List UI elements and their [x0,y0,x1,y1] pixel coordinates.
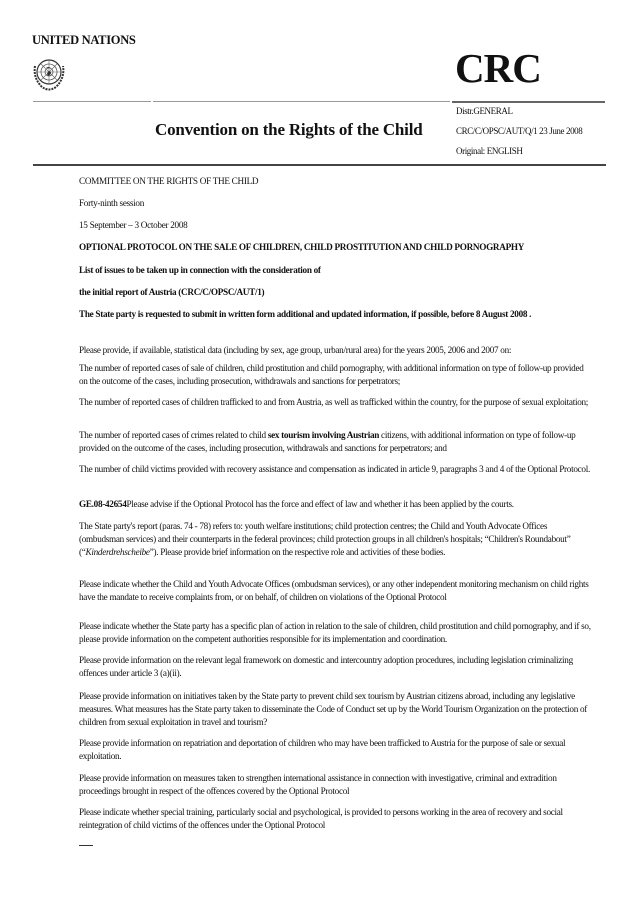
stats-intro: Please provide, if available, statistical data (including by sex, age group, urban/rural area) for the years 2005, 2006 and 2007 on: [79,345,512,355]
question-paragraph: Please indicate whether the State party has a specific plan of action in relation to the sale of children, child prostitution and child pornography, and if so, please provide information on the competent authorities responsible for its implementation and coordination. [79,621,591,644]
stat-paragraph: The number of child victims provided with recovery assistance and compensation as indicated in article 9, paragraphs 3 and 4 of the Optional Protocol. [79,464,590,474]
divider [452,101,605,103]
committee-name: COMMITTEE ON THE RIGHTS OF THE CHILD [79,176,259,186]
stat-paragraph: The number of reported cases of children trafficked to and from Austria, as well as trafficked within the country, for the purpose of sexual exploitation; [79,397,589,407]
document-symbol: CRC/C/OPSC/AUT/Q/1 23 June 2008 [456,126,583,136]
divider [33,101,151,102]
question-paragraph [79,498,594,511]
stat-paragraph [79,429,594,455]
request-paragraph: The State party is requested to submit in written form additional and updated information, if possible, before 8 August 2008 . [79,309,532,319]
list-heading-line1: List of issues to be taken up in connection with the consideration of [79,265,321,275]
question-paragraph: Please provide information on the relevant legal framework on domestic and intercountry adoption procedures, including legislation criminalizing offences under article 3 (a)(ii). [79,655,573,678]
text: Please advise if the Optional Protocol has the force and effect of law and whether it has been applied by the courts. [126,499,514,509]
distribution: Distr.GENERAL [456,106,513,116]
question-paragraph: Please indicate whether the Child and Youth Advocate Offices (ombudsman services), or any other independent monitoring mechanism on child rights have the mandate to receive complaints from, or on behalf, of children on violations of the Optional Protocol [79,579,589,602]
un-emblem-icon [30,54,68,94]
text: The number of reported cases of crimes related to child [79,430,268,440]
stat-paragraph: The number of reported cases of sale of children, child prostitution and child pornography, with additional information on type of follow-up provided on the outcome of the cases, including prosecution, withdrawals and sanctions for perpetrators; [79,363,584,386]
question-paragraph: Please provide information on initiatives taken by the State party to prevent child sex tourism by Austrian citizens abroad, including any legislative measures. What measures has the State party taken to disseminate the Code of Conduct set up by the World Tourism Organization on the protection of children from sexual exploitation in travel and tourism? [79,691,588,727]
bold-text: sex tourism involving Austrian [267,430,380,440]
italic-text: Kinderdrehscheibe [85,547,150,557]
text: The State party's report (paras. 74 - 78) refers to: youth welfare institutions; child protection centres; the Child and Youth Advocate Offices (ombudsman services) and their counterparts in the federal provinces; child protection groups in all children's hospitals; “Children's Roundabout” (“ [79,521,571,557]
question-paragraph: Please indicate whether special training, particularly social and psychological, is provided to persons working in the area of recovery and social reintegration of child victims of the offences under the Optional Protocol [79,807,563,830]
organization-name: UNITED NATIONS [32,33,136,47]
divider [33,164,606,166]
divider [153,101,450,102]
original-language: Original: ENGLISH [456,146,523,156]
document-title: Convention on the Rights of the Child [155,120,423,139]
ge-code: GE.08-42654 [79,499,127,509]
list-heading-line2: the initial report of Austria (CRC/C/OPSC/AUT/1) [79,287,265,297]
text: ”). Please provide brief information on the respective role and activities of these bodies. [149,547,446,557]
protocol-heading: OPTIONAL PROTOCOL ON THE SALE OF CHILDREN, CHILD PROSTITUTION AND CHILD PORNOGRAPHY [79,242,525,252]
question-paragraph: Please provide information on repatriation and deportation of children who may have been trafficked to Austria for the purpose of sale or sexual exploitation. [79,738,566,761]
end-rule [79,845,93,846]
question-paragraph [79,520,594,559]
session-dates: 15 September – 3 October 2008 [79,220,188,230]
text: citizens, with additional information on type of follow-up provided on the outcome of the cases, including prosecution, withdrawals and sanctions for perpetrators; and [79,430,576,453]
session: Forty-ninth session [79,198,144,208]
document-code: CRC [455,45,541,91]
question-paragraph: Please provide information on measures taken to strengthen international assistance in connection with investigative, criminal and extradition proceedings brought in respect of the offences covered by the Optional Protocol [79,773,557,796]
